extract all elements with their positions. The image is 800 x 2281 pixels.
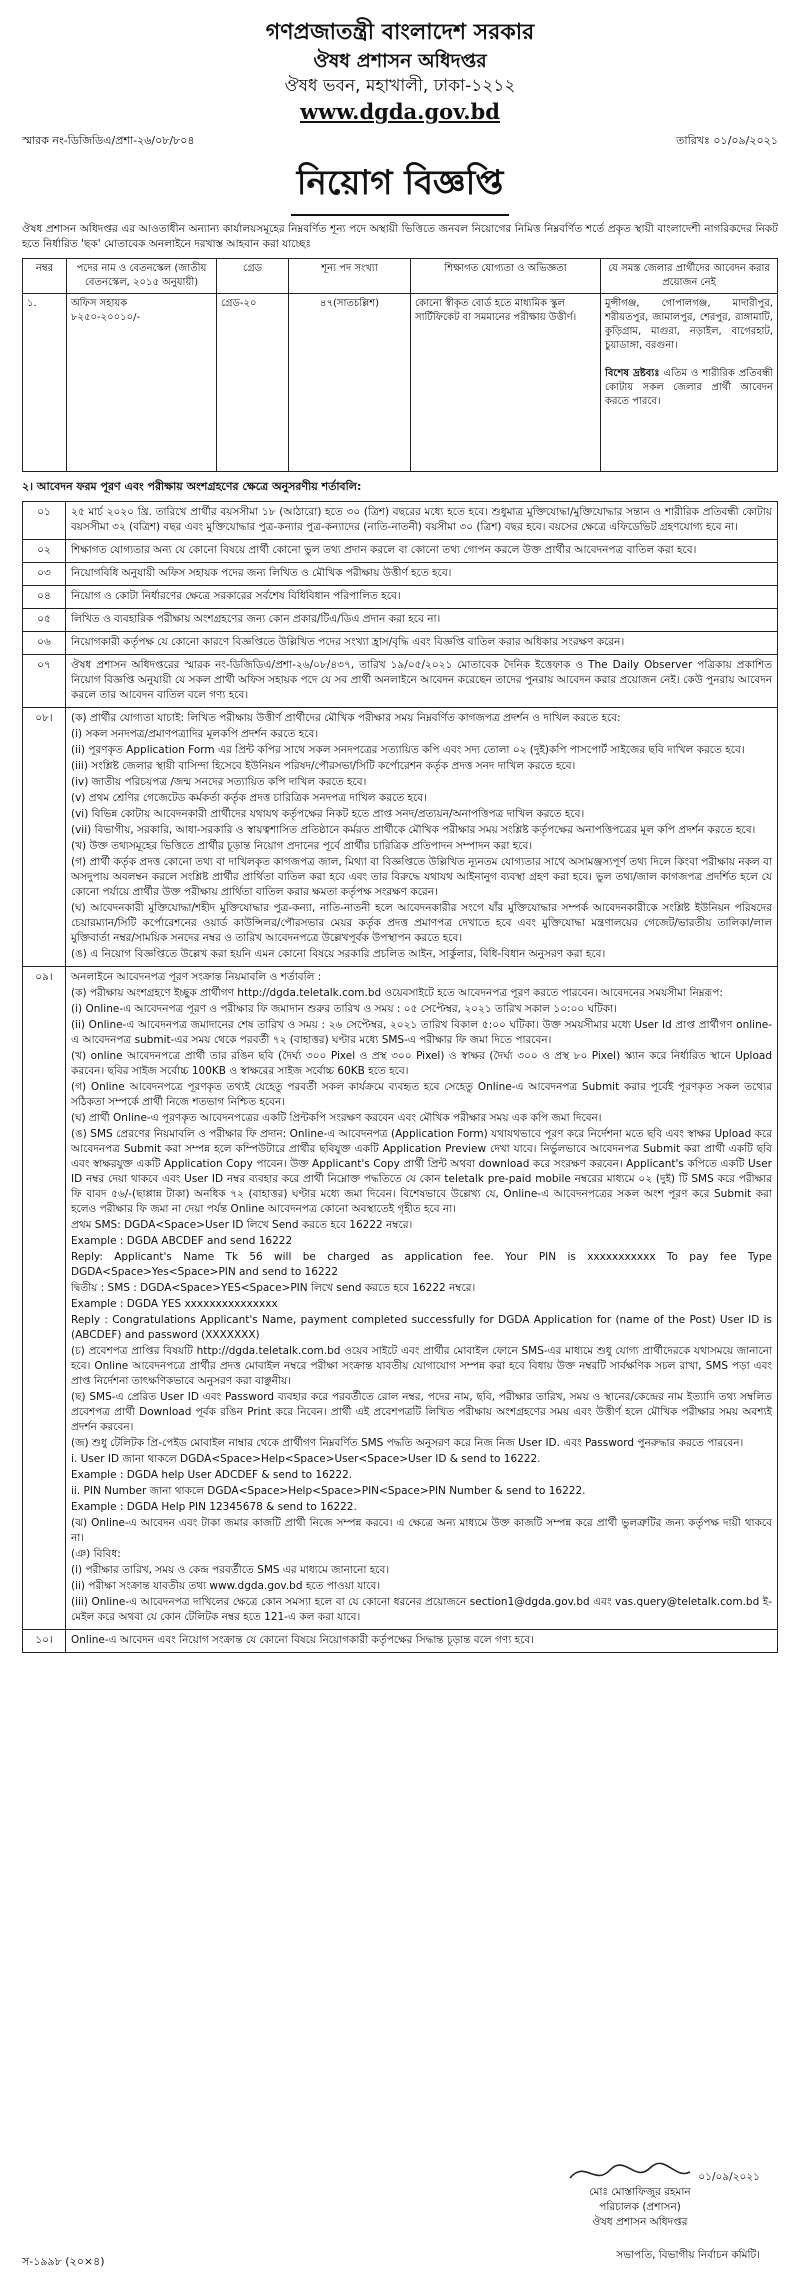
condition-line: (ঙ) এ নিয়োগ বিজ্ঞপ্তিতে উল্লেখ করা হয়নি এমন কোনো বিষয়ে সরকারি প্রচলিত আইন, সার্কুলার, বিধি-বিধান অনুসরণ করা হবে। [71, 948, 606, 960]
condition-line: (vi) বিভিন্ন কোটায় আবেদনকারী প্রার্থীদের যথাযথ কর্তৃপক্ষের নিকট হতে প্রাপ্ত সনদ/প্রত্যয়ন/অনাপত্তিপত্র দাখিল করতে হবে। [71, 808, 585, 820]
header-cell: শিক্ষাগত যোগ্যতা ও অভিজ্ঞতা [411, 259, 601, 294]
condition-text [66, 632, 778, 655]
notice-title [22, 157, 778, 216]
header-cell: শূন্য পদ সংখ্যা [289, 259, 411, 294]
pay-scale: ৮২৫০-২০০১০/- [71, 312, 141, 323]
condition-line: (ঙ) SMS প্রেরণের নিয়মাবলি ও পরীক্ষার ফি প্রদান: Online-এ আবেদনপত্র (Application Form) যথাযথভাবে পূরণ করে নির্দেশনা মতে ছবি এবং স্বাক্ষর Upload করে আবেদনপত্র Submit করা সম্পন্ন হলে কম্পিউটারে প্রার্থীর ছবিযুক্ত একটি Application Preview দেখা যাবে। নির্ভুলভাবে আবেদনপত্র Submit করা প্রার্থী একটি ছবি এবং স্বাক্ষরযুক্ত একটি Application Copy পাবেন। উক্ত Applicant's Copy প্রার্থী প্রিন্ট অথবা download করে সংরক্ষণ করবেন। Applicant's কপিতে একটি User ID নম্বর দেয়া থাকবে এবং User ID নম্বর ব্যবহার করে প্রার্থী নিম্নোক্ত পদ্ধতিতে যে কোন teletalk pre-paid mobile নম্বরের মাধ্যমে ০২ (দুই) টি SMS করে পরীক্ষার ফি বাবদ ৫৬/-(ছাপ্পান্ন টাকা) অনধিক ৭২ (বাহাত্তর) ঘণ্টার মধ্যে জমা দিবেন। বিশেষভাবে উল্লেখ্য যে, Online-এ আবেদনপত্রের সকল অংশ পূরণ করে Submit করা হলেও পরীক্ষার ফি জমা না দেয়া পর্যন্ত Online আবেদনপত্র কোনো অবস্থাতেই গৃহীত হবে না। [71, 1128, 772, 1215]
vacancy-table [22, 258, 778, 472]
condition-line: লিখিত ও ব্যবহারিক পরীক্ষায় অংশগ্রহণের জন্য কোন প্রকার/টিএ/ডিএ প্রদান করা হবে না। [71, 613, 441, 625]
condition-line: Example : DGDA YES xxxxxxxxxxxxxxx [71, 1298, 278, 1310]
condition-number: ০৩ [23, 563, 66, 586]
memo-line [22, 132, 778, 151]
condition-line: (v) প্রথম শ্রেণির গেজেটেড কর্মকর্তা কর্তৃক প্রদত্ত চারিত্রিক সনদপত্র দাখিল করতে হবে। [71, 792, 427, 804]
condition-line: Example : DGDA ABCDEF and send 16222 [71, 1235, 293, 1247]
signature-date: ০১/০৯/২০২১ [698, 2171, 760, 2183]
condition-line: Example : DGDA Help PIN 12345678 & send to 16222. [71, 1501, 357, 1513]
condition-line: (ii) পরীক্ষা সংক্রান্ত যাবতীয় তথ্য www.dgda.gov.bd হতে পাওয়া যাবে। [71, 1580, 381, 1592]
districts-cell [601, 294, 778, 472]
table-row [23, 294, 778, 472]
conditions-table [22, 501, 778, 1653]
condition-line: (i) পরীক্ষার তারিখ, সময় ও কেন্দ্র পরবর্তীতে SMS এর মাধ্যমে জানানো হবে। [71, 1564, 390, 1576]
footer-code: স-১৯৯৮ (২০×৪) [22, 2255, 105, 2268]
government-name: গণপ্রজাতন্ত্রী বাংলাদেশ সরকার [265, 20, 535, 45]
condition-row [23, 708, 778, 967]
department-name: ঔষধ প্রশাসন অধিদপ্তর [313, 50, 487, 72]
condition-row [23, 655, 778, 708]
condition-number: ০৭ [23, 655, 66, 708]
condition-line: (ঘ) আবেদনকারী মুক্তিযোদ্ধা/শহীদ মুক্তিযোদ্ধার পুত্র-কন্যা, নাতি-নাতনী হলে আবেদনকারীর সংগে যাঁর মুক্তিযোদ্ধার সম্পর্ক আবেদনকারীকে সংশ্লিষ্ট ইউনিয়ন পরিষদের চেয়ারম্যান/সিটি কর্পোরেশনের ওয়ার্ড কাউন্সিলর/পৌরসভার মেয়র কর্তৃক প্রদত্ত প্রমাণপত্র দেখাতে হবে এবং মুক্তিযোদ্ধা মন্ত্রণালয়ের গেজেট/ভারতীয় তালিকা/লাল মুক্তিবার্তা নম্বর/সাময়িক সনদের নম্বর ও তারিখ আবেদনপত্রে উল্লেখপূর্বক উপস্থাপন করতে হবে। [71, 902, 772, 944]
condition-line: প্রথম SMS: DGDA<Space>User ID লিখে Send করতে হবে 16222 নম্বরে। [71, 1219, 413, 1231]
special-note-label: বিশেষ দ্রষ্টব্যঃ [605, 368, 660, 379]
condition-line: (ঘ) প্রার্থী Online-এ পূরণকৃত আবেদনপত্রের একটি প্রিন্টকপি সংরক্ষণ করবেন এবং মৌখিক পরীক্ষার সময় এক কপি জমা দিবেন। [71, 1112, 602, 1124]
conditions-heading: ২। আবেদন ফরম পূরণ এবং পরীক্ষায় অংশগ্রহণের ক্ষেত্রে অনুসরণীয় শর্তাবলি: [22, 480, 362, 493]
condition-text [66, 967, 778, 1630]
condition-line: (iii) Online-এ আবেদনপত্র দাখিলের ক্ষেত্রে কোন সমস্যা হলে বা যে কোনো ধরনের প্রয়োজনে section1@dgda.gov.bd এবং vas.query@teletalk.com.bd ই-মেইল করে অথবা যে কোন টেলিটক নম্বর হতে 121-এ কল করা যাবে। [71, 1596, 772, 1623]
condition-line: নিয়োগকারী কর্তৃপক্ষ যে কোনো কারণে বিজ্ঞপ্তিতে উল্লিখিত পদের সংখ্যা হ্রাস/বৃদ্ধি এবং বিজ্ঞপ্তি বাতিল করার অধিকার সংরক্ষণ করেন। [71, 636, 625, 648]
condition-number: ০৫ [23, 609, 66, 632]
condition-text [66, 1630, 778, 1653]
condition-line: (i) Online-এ আবেদনপত্র পূরণ ও পরীক্ষার ফি জমাদান শুরুর তারিখ ও সময় : ০৫ সেপ্টেম্বর, ২০২১ তারিখ সকাল ১০:০০ ঘটিকা। [71, 1003, 617, 1015]
condition-row [23, 609, 778, 632]
special-note: এতিম ও শারীরিক প্রতিবন্ধী কোটায় সকল জেলার প্রার্থী আবেদন করতে পারবে। [605, 368, 774, 407]
grade-cell: গ্রেড-২০ [217, 294, 289, 472]
condition-row [23, 563, 778, 586]
condition-text [66, 563, 778, 586]
condition-line: Example : DGDA help User ADCDEF & send to 16222. [71, 1469, 353, 1481]
office-address: ঔষধ ভবন, মহাখালী, ঢাকা-১২১২ [284, 76, 516, 96]
condition-line: (i) সকল সনদপত্র/প্রমাণপত্রাদির মূলকপি প্রদর্শন করতে হবে। [71, 728, 319, 740]
condition-row [23, 502, 778, 540]
condition-text [66, 708, 778, 967]
memo-date: তারিখঃ ০১/০৯/২০২১ [676, 134, 778, 147]
row-number: ১. [23, 294, 67, 472]
condition-line: নিয়োগবিধি অনুযায়ী অফিস সহায়ক পদের জন্য লিখিত ও মৌখিক পরীক্ষায় উত্তীর্ণ হতে হবে। [71, 567, 452, 579]
condition-number: ০৮। [23, 708, 66, 967]
condition-line: Online-এ আবেদন এবং নিয়োগ সংক্রান্ত যে কোনো বিষয়ে নিয়োগকারী কর্তৃপক্ষের সিদ্ধান্ত চূড়ান্ত বলে গণ্য হবে। [71, 1634, 534, 1646]
condition-number: ০১ [23, 502, 66, 540]
condition-line: (ঞ) বিবিধ: [71, 1548, 121, 1560]
post-name: অফিস সহায়ক [71, 298, 128, 309]
condition-number: ১০। [23, 1630, 66, 1653]
condition-text [66, 502, 778, 540]
vacancy-table-header [23, 259, 778, 294]
condition-text [66, 609, 778, 632]
condition-text [66, 655, 778, 708]
condition-text [66, 586, 778, 609]
memo-reference: স্মারক নং-ডিজিডিএ/প্রশা-২৬/০৮/৮০৪ [22, 134, 195, 147]
condition-line: (জ) শুধু টেলিটক প্রি-পেইড মোবাইল নাম্বার থেকে প্রার্থীগণ নিম্নবর্ণিত SMS পদ্ধতি অনুসরণ করে নিজ নিজ User ID. এবং Password পুনরুদ্ধার করতে পারবেন। [71, 1437, 744, 1449]
condition-line: (ছ) SMS-এ প্রেরিত User ID এবং Password ব্যবহার করে পরবর্তীতে রোল নম্বর, পদের নাম, ছবি, পরীক্ষার তারিখ, সময় ও স্থানের/কেন্দ্রের নাম ইত্যাদি তথ্য সম্বলিত প্রবেশপত্র প্রার্থী Download পূর্বক রঙিন Print করে নিবেন। প্রার্থী এই প্রবেশপত্রটি লিখিত পরীক্ষায় অংশগ্রহণের সময় এবং উত্তীর্ণ হলে মৌখিক পরীক্ষার সময় অবশ্যই প্রদর্শন করবেন। [71, 1391, 772, 1433]
letterhead [22, 18, 778, 126]
condition-number: ০৯। [23, 967, 66, 1630]
committee-line: সভাপতি, বিভাগীয় নির্বাচন কমিটি। [616, 2249, 760, 2261]
condition-line: ২৫ মার্চ ২০২০ খ্রি. তারিখে প্রার্থীর বয়সসীমা ১৮ (আঠারো) হতে ৩০ (ত্রিশ) বছরের মধ্যে হতে হবে। শুধুমাত্র মুক্তিযোদ্ধা/মুক্তিযোদ্ধার সন্তান ও শারীরিক প্রতিবন্ধী কোটায় বয়সসীমা ৩২ (বত্রিশ) বছর এবং মুক্তিযোদ্ধার পুত্র-কন্যার পুত্র-কন্যাদের (নাতি-নাতনী) বয়সীমা ৩০ (ত্রিশ) বছর হবে। বয়সের ক্ষেত্রে এফিডেভিট গ্রহণযোগ্য হবে না। [71, 506, 772, 533]
condition-line: (খ) online আবেদনপত্রে প্রার্থী তার রঙিন ছবি (দৈর্ঘ্য ৩০০ Pixel ও প্রস্থ ৩০০ Pixel) ও স্বাক্ষর (দৈর্ঘ্য ৩০০ ও প্রস্থ ৮০ Pixel) স্ক্যান করে নির্ধারিত স্থানে Upload করবেন। ছবির সাইজ সর্বোচ্চ 100KB ও স্বাক্ষরের সাইজ সর্বোচ্চ 60KB হতে হবে। [71, 1050, 772, 1077]
condition-line: শিক্ষাগত যোগ্যতার অন্য যে কোনো বিষয়ে প্রার্থী কোনো ভুল তথ্য প্রদান করলে বা কোনো তথ্য গোপন করলে উক্ত প্রার্থীর আবেদনপত্র বাতিল করা হবে। [71, 544, 697, 556]
condition-row [23, 967, 778, 1630]
condition-line: (iv) জাতীয় পরিচয়পত্র /জন্ম সনদের সত্যায়িত কপি দাখিল করতে হবে। [71, 776, 367, 788]
post-cell [67, 294, 217, 472]
header-cell: যে সমস্ত জেলার প্রার্থীদের আবেদন করার প্রয়োজন নেই [601, 259, 778, 294]
notice-title-text: নিয়োগ বিজ্ঞপ্তি [291, 157, 510, 216]
signatory-name: মোঃ মোস্তাফিজুর রহমান [589, 2186, 691, 2198]
condition-line: (ii) Online-এ আবেদনপত্র জমাদানের শেষ তারিখ ও সময় : ২৬ সেপ্টেম্বর, ২০২১ তারিখ বিকাল ৫:০০ ঘটিকা। উক্ত সময়সীমার মধ্যে User Id প্রাপ্ত প্রার্থীগণ online-এ আবেদনপত্র submit-এর সময় থেকে পরবর্তী ৭২ (বাহাত্তর) ঘণ্টার মধ্যে SMS-এ পরীক্ষার ফি জমা দিতে পারবেন। [71, 1019, 772, 1046]
condition-number: ০৪ [23, 586, 66, 609]
header-cell: নম্বর [23, 259, 67, 294]
condition-number: ০৬ [23, 632, 66, 655]
condition-row [23, 586, 778, 609]
condition-line: ঔষধ প্রশাসন অধিদপ্তরের স্মারক নং-ডিজিডিএ/প্রশা-২৬/০৮/৪৩৭, তারিখ ১৯/০৫/২০২১ মোতাবেক দৈনিক ইত্তেফাক ও The Daily Observer পত্রিকায় প্রকাশিত নিয়োগ বিজ্ঞপ্তি অনুযায়ী যে সকল প্রার্থী অফিস সহায়ক পদে যে সব প্রার্থী অনলাইনে আবেদন করেছেন তাদের পুনরায় আবেদন করার প্রয়োজন নেই। কেউ পুনরায় আবেদন করলে তার আবেদন বাতিল বলে গণ্য হবে। [71, 659, 772, 701]
condition-row [23, 540, 778, 563]
condition-row [23, 632, 778, 655]
condition-row [23, 1630, 778, 1653]
condition-line: Reply : Congratulations Applicant's Name, payment completed successfully for DGDA Application for (name of the Post) User ID is (ABCDEF) and password (XXXXXXX) [71, 1314, 772, 1341]
condition-line: নিয়োগ ও কোটা নির্ধারণের ক্ষেত্রে সরকারের সর্বশেষ বিধিবিধান পরিপালিত হবে। [71, 590, 401, 602]
signatory-office: ঔষধ প্রশাসন অধিদপ্তর [592, 2216, 688, 2228]
condition-line: i. User ID জানা থাকলে DGDA<Space>Help<Space>User<Space>User ID & send to 16222. [71, 1453, 541, 1465]
condition-number: ০২ [23, 540, 66, 563]
condition-line: (খ) উক্ত তথ্যসমূহের ভিত্তিতে প্রার্থীর চূড়ান্ত নিয়োগ প্রদানের পূর্বে প্রার্থীর চারিত্রিক প্রতিপাদন সম্পাদন করা হবে। [71, 840, 533, 852]
qualification-cell: কোনো স্বীকৃত বোর্ড হতে মাধ্যমিক স্কুল সার্টিফিকেট বা সমমানের পরীক্ষায় উত্তীর্ণ। [411, 294, 601, 472]
condition-line: (গ) প্রার্থী কর্তৃক প্রদত্ত কোনো তথ্য বা দাখিলকৃত কাগজপত্র জাল, মিথ্যা বা বিজ্ঞপ্তিতে উল্লিখিত ন্যূনতম যোগ্যতার সাথে অসামঞ্জস্যপূর্ণ তথ্য দিলে কিংবা পরীক্ষায় নকল বা অসদুপায় অবলম্বন করলে সংশ্লিষ্ট প্রার্থীর প্রার্থিতা বাতিল করা হবে এবং তার বিরুদ্ধে যথাযথ আইনানুগ ব্যবস্থা গ্রহণ করা হবে। ভুল তথ্য/জাল কাগজপত্র প্রদর্শিত হলে যে কোনো পর্যায়ে প্রার্থীর উক্ত পরীক্ষায় প্রার্থিতা বাতিল করার ক্ষমতা কর্তৃপক্ষ সংরক্ষণ করেন। [71, 856, 772, 898]
condition-line: অনলাইনে আবেদনপত্র পূরণ সংক্রান্ত নিয়মাবলি ও শর্তাবলি : [71, 971, 322, 983]
condition-line: (ক) পরীক্ষায় অংশগ্রহণে ইচ্ছুক প্রার্থীগণ http://dgda.teletalk.com.bd ওয়েবসাইটে হতে আবেদনপত্র পূরণ করতে পারবেন। আবেদনের সময়সীমা নিম্নরূপ: [71, 987, 723, 999]
condition-line: দ্বিতীয় : SMS : DGDA<Space>YES<Space>PIN লিখে send করতে হবে 16222 নম্বরে। [71, 1282, 476, 1294]
header-cell: গ্রেড [217, 259, 289, 294]
condition-text [66, 540, 778, 563]
condition-line: (iii) সংশ্লিষ্ট জেলার স্থায়ী বাসিন্দা হিসেবে ইউনিয়ন পরিষদ/পৌরসভা/সিটি কর্পোরেশন কর্তৃক প্রদত্ত সনদ দাখিল করতে হবে। [71, 760, 576, 772]
condition-line: (চ) প্রবেশপত্র প্রাপ্তির বিষয়টি http://dgda.teletalk.com.bd ওয়েব সাইটে এবং প্রার্থীর মোবাইল ফোনে SMS-এর মাধ্যমে শুধু যোগ্য প্রার্থীদেরকে যথাসময়ে জানানো হবে। Online আবেদনপত্রে প্রার্থীর প্রদত্ত মোবাইল নম্বরে পরীক্ষা সংক্রান্ত যাবতীয় যোগাযোগ সম্পন্ন করা হবে বিধায় উক্ত নম্বরটি সার্বক্ষণিক সচল রাখা, SMS পড়া এবং প্রাপ্ত নির্দেশনা তাৎক্ষণিকভাবে অনুসরণ করা বাঞ্ছনীয়। [71, 1345, 772, 1387]
condition-line: (vii) বিভাগীয়, সরকারি, আধা-সরকারি ও স্বায়ত্বশাসিত প্রতিষ্ঠানে কর্মরত প্রার্থীকে মৌখিক পরীক্ষার সময় সংশ্লিষ্ট কর্তৃপক্ষের অনাপত্তিপত্রের মূল কপি প্রদর্শন করতে হবে। [71, 824, 756, 836]
signatory-designation: পরিচালক (প্রশাসন) [599, 2201, 681, 2213]
condition-line: (ii) পূরণকৃত Application Form এর প্রিন্ট কপির সাথে সকল সনদপত্রের সত্যায়িত কপি এবং সদ্য তোলা ০২ (দুই)কপি পাসপোর্ট সাইজের ছবি দাখিল করতে হবে। [71, 744, 745, 756]
intro-paragraph: ঔষধ প্রশাসন অধিদপ্তর এর আওতাধীন অন্যান্য কার্যালয়সমূহের নিম্নবর্ণিত শূন্য পদে অস্থায়ী ভিত্তিতে জনবল নিয়োগের নিমিত্ত নিম্নবর্ণিত শর্তে প্রকৃত স্থায়ী বাংলাদেশী নাগরিকদের নিকট হতে নির্ধারিত 'ছক' মোতাবেক অনলাইনে দরখাস্ত আহবান করা যাচ্ছেঃ [22, 223, 778, 250]
signature-block [520, 2158, 760, 2230]
vacancy-count: ৪৭(সাতচল্লিশ) [289, 294, 411, 472]
condition-line: (ঝ) Online-এ আবেদন এবং টাকা জমার কাজটি প্রার্থী নিজে সম্পন্ন করবে। এ ক্ষেত্রে অন্য মাধ্যমে উক্ত কাজটি সম্পন্ন করে প্রার্থী ভুলত্রুটির জন্য কর্তৃপক্ষ দায়ী থাকবে না। [71, 1517, 772, 1544]
condition-line: ii. PIN Number জানা থাকলে DGDA<Space>Help<Space>PIN<Space>PIN Number & send to 16222. [71, 1485, 586, 1497]
excluded-districts: মুন্সীগঞ্জ, গোপালগঞ্জ, মাদারীপুর, শরীয়তপুর, জামালপুর, শেরপুর, রাঙ্গামাটি, কুড়িগ্রাম, মাগুরা, নড়াইল, বাগেরহাট, চুয়াডাঙ্গা, বরগুনা। [605, 298, 773, 351]
website-link[interactable]: www.dgda.gov.bd [300, 99, 500, 124]
condition-line: (গ) Online আবেদনপত্রে পূরণকৃত তথ্যই যেহেতু পরবর্তী সকল কার্যক্রমে ব্যবহৃত হবে সেহেতু Online-এ আবেদনপত্র Submit করার পূর্বেই পূরণকৃত সকল তথ্যের সঠিকতা সম্পর্কে প্রার্থী নিজে শতভাগ নিশ্চিত হবেন। [71, 1081, 772, 1108]
condition-line: (ক) প্রার্থীর যোগ্যতা যাচাই: লিখিত পরীক্ষায় উত্তীর্ণ প্রার্থীদের মৌখিক পরীক্ষার সময় নিম্নবর্ণিত কাগজপত্র প্রদর্শন ও দাখিল করতে হবে: [71, 712, 621, 724]
condition-line: Reply: Applicant's Name Tk 56 will be charged as application fee. Your PIN is xxxxxxxxxxx To pay fee Type DGDA<Space>Yes<Space>PIN and send to 16222 [71, 1251, 772, 1278]
header-cell: পদের নাম ও বেতনস্কেল (জাতীয় বেতনস্কেল, ২০১৫ অনুযায়ী) [67, 259, 217, 294]
